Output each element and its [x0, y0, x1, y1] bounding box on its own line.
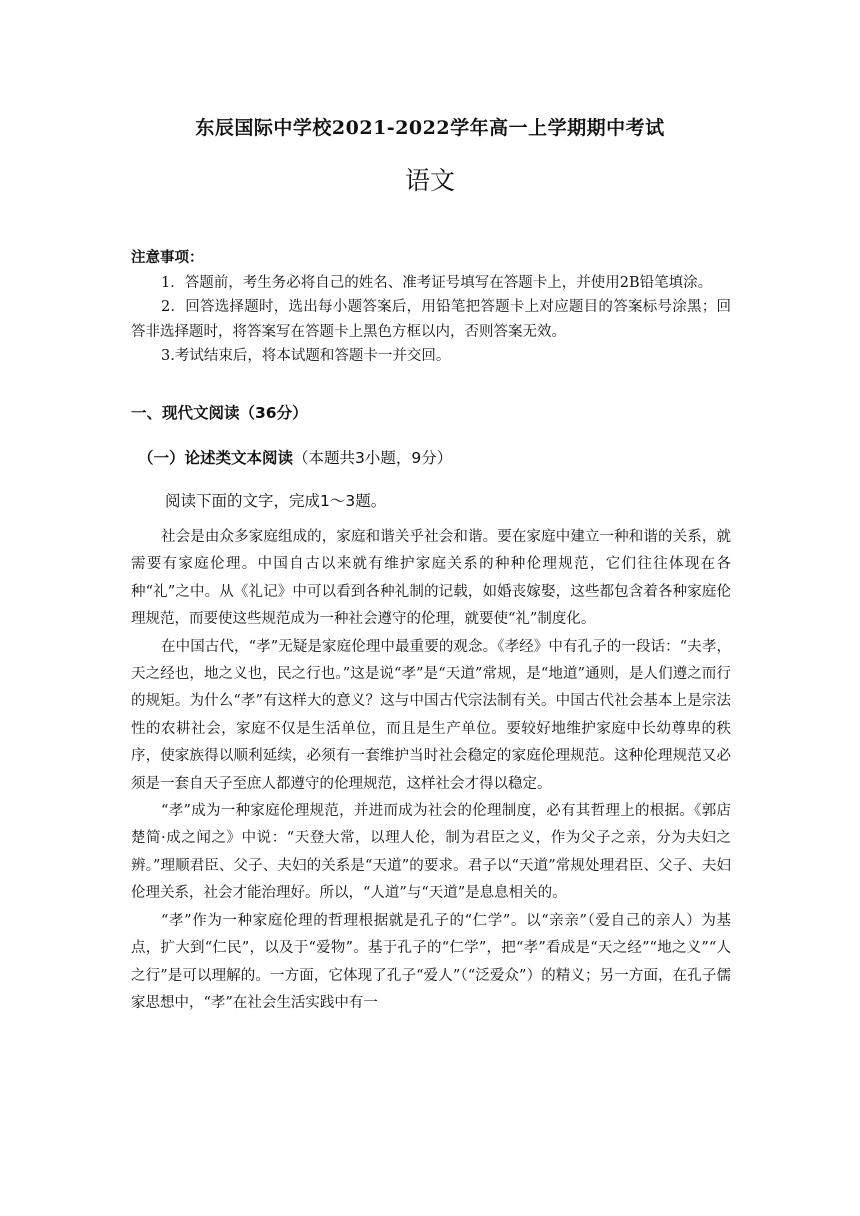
notice-heading: 注意事项：: [131, 250, 204, 266]
subsection-heading: [138, 446, 452, 468]
passage-paragraph-1: 社会是由众多家庭组成的，家庭和谐关乎社会和谐。要在家庭中建立一种和谐的关系，就需要有家庭伦理。中国自古以来就有维护家庭关系的种种伦理规范，它们往往体现在各种“礼”之中。从《礼记》中可以看到各种礼制的记载，如婚丧嫁娶，这些都包含着各种家庭伦理规范，而要使这些规范成为一种社会遵守的伦理，就要使“礼”制度化。: [131, 529, 731, 628]
notice-item-2: 2．回答选择题时，选出每小题答案后，用铅笔把答题卡上对应题目的答案标号涂黑；回答非选择题时，将答案写在答题卡上黑色方框以内，否则答案无效。: [131, 299, 731, 340]
section-heading: 一、现代文阅读（36分）: [131, 404, 308, 422]
notice-item-3: 3.考试结束后，将本试题和答题卡一并交回。: [161, 348, 451, 364]
passage-paragraph-4: “孝”作为一种家庭伦理的哲理根据就是孔子的“仁学”。以“亲亲”（爱自己的亲人）为基点，扩大到“仁民”，以及于“爱物”。基于孔子的“仁学”，把“孝”看成是“天之经”“地之义”“人之行”是可以理解的。一方面，它体现了孔子“爱人”（“泛爱众”）的精义；另一方面，在孔子儒家思想中，“孝”在社会生活实践中有一: [131, 912, 731, 1011]
passage-paragraph-2: 在中国古代，“孝”无疑是家庭伦理中最重要的观念。《孝经》中有孔子的一段话：“夫孝，天之经也，地之义也，民之行也。”这是说“孝”是“天道”常规，是“地道”通则，是人们遵之而行的规矩。为什么“孝”有这样大的意义？这与中国古代宗法制有关。中国古代社会基本上是宗法性的农耕社会，家庭不仅是生活单位，而且是生产单位。要较好地维护家庭中长幼尊卑的秩序，使家族得以顺利延续，必须有一套维护当时社会稳定的家庭伦理规范。这种伦理规范又必须是一套自天子至庶人都遵守的伦理规范，这样社会才得以稳定。: [131, 638, 731, 792]
subsection-heading-note: （本题共3小题，9分）: [293, 449, 453, 467]
reading-instruction: 阅读下面的文字，完成1～3题。: [165, 492, 387, 510]
exam-title: 东辰国际中学校2021-2022学年高一上学期期中考试: [195, 117, 665, 139]
notice-block: [131, 246, 731, 369]
passage-paragraph-3: “孝”成为一种家庭伦理规范，并进而成为社会的伦理制度，必有其哲理上的根据。《郭店楚简·成之闻之》中说：“天登大常，以理人伦，制为君臣之义，作为父子之亲，分为夫妇之辨。”理顺君臣、父子、夫妇的关系是“天道”的要求。君子以“天道”常规处理君臣、父子、夫妇伦理关系，社会才能治理好。所以，“人道”与“天道”是息息相关的。: [131, 803, 731, 902]
notice-item-1: 1．答题前，考生务必将自己的姓名、准考证号填写在答题卡上，并使用2B铅笔填涂。: [161, 274, 713, 291]
reading-passage: [131, 524, 731, 1017]
subsection-heading-title: （一）论述类文本阅读: [138, 449, 294, 467]
subject-title: 语文: [404, 166, 455, 195]
